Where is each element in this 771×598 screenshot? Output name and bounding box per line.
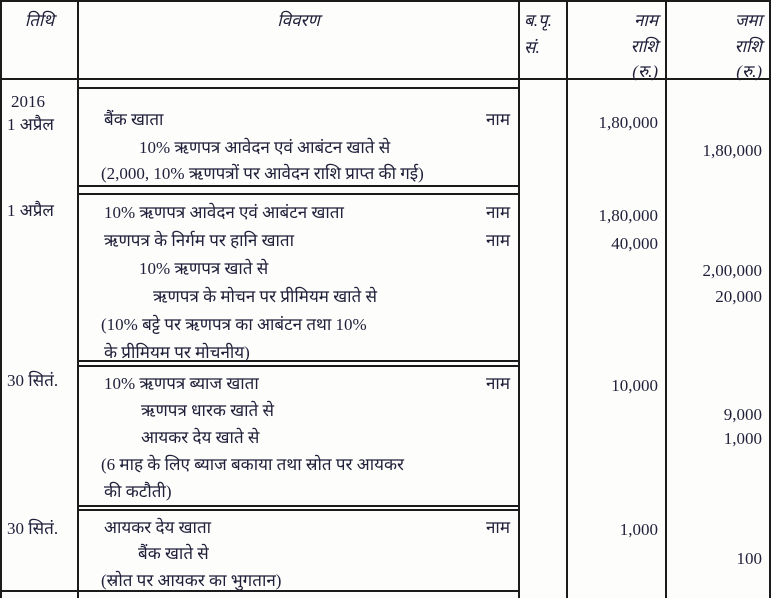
particulars-line: 10% ऋणपत्र आवेदन एवं आबंटन खाते से xyxy=(139,138,391,157)
particulars-line: बैंक खाते से xyxy=(138,544,209,563)
narration-line: के प्रीमियम पर मोचनीय) xyxy=(104,343,250,362)
particulars-line: ऋणपत्र के मोचन पर प्रीमियम खाते से xyxy=(153,287,377,306)
credit-amount: 9,000 xyxy=(723,405,762,424)
column-divider-folio xyxy=(566,2,568,598)
entry-year: 2016 xyxy=(11,92,45,111)
column-divider-particulars xyxy=(518,2,520,598)
narration-line: (स्रोत पर आयकर का भुगतान) xyxy=(101,571,282,590)
header-folio-line1: ब.पृ. xyxy=(524,11,552,30)
header-date: तिथि xyxy=(24,11,55,30)
credit-amount: 1,000 xyxy=(723,429,762,448)
header-debit-line1: नाम xyxy=(633,11,658,30)
entry-date: 1 अप्रैल xyxy=(7,115,54,134)
particulars-line: 10% ऋणपत्र ब्याज खाता xyxy=(104,374,259,393)
debit-amount: 40,000 xyxy=(611,234,658,253)
debit-amount: 1,80,000 xyxy=(598,113,658,132)
particulars-line: बैंक खाता xyxy=(104,110,164,129)
narration-line: (6 माह के लिए ब्याज बकाया तथा स्रोत पर आयकर xyxy=(101,455,404,474)
dr-indicator: नाम xyxy=(485,518,510,537)
header-credit-line3: (रु.) xyxy=(736,62,762,81)
debit-amount: 1,000 xyxy=(619,520,658,539)
narration-line: की कटौती) xyxy=(104,482,172,501)
entry-date: 30 सितं. xyxy=(7,371,59,390)
particulars-line: आयकर देय खाता xyxy=(104,518,212,537)
entry-date: 1 अप्रैल xyxy=(7,201,54,220)
credit-amount: 2,00,000 xyxy=(702,261,762,280)
debit-amount: 10,000 xyxy=(611,376,658,395)
dr-indicator: नाम xyxy=(485,203,510,222)
particulars-line: ऋणपत्र के निर्गम पर हानि खाता xyxy=(104,231,294,250)
dr-indicator: नाम xyxy=(485,374,510,393)
particulars-line: 10% ऋणपत्र आवेदन एवं आबंटन खाता xyxy=(104,203,344,222)
header-credit-line1: जमा xyxy=(734,11,762,30)
debit-amount: 1,80,000 xyxy=(598,206,658,225)
credit-amount: 100 xyxy=(736,549,762,568)
header-credit-line2: राशि xyxy=(734,37,762,56)
particulars-line: ऋणपत्र धारक खाते से xyxy=(141,401,274,420)
dr-indicator: नाम xyxy=(485,231,510,250)
header-folio-line2: सं. xyxy=(524,38,540,57)
entry-date: 30 सितं. xyxy=(7,519,59,538)
credit-amount: 1,80,000 xyxy=(702,141,762,160)
narration-line: (10% बट्टे पर ऋणपत्र का आबंटन तथा 10% xyxy=(101,315,367,334)
dr-indicator: नाम xyxy=(485,110,510,129)
particulars-line: आयकर देय खाते से xyxy=(141,428,260,447)
credit-amount: 20,000 xyxy=(715,287,762,306)
narration-line: (2,000, 10% ऋणपत्रों पर आवेदन राशि प्राप्त की गई) xyxy=(101,164,424,183)
header-particulars: विवरण xyxy=(277,11,320,30)
header-debit-line2: राशि xyxy=(630,37,658,56)
header-debit-line3: (रु.) xyxy=(632,62,658,81)
particulars-line: 10% ऋणपत्र खाते से xyxy=(139,259,269,278)
